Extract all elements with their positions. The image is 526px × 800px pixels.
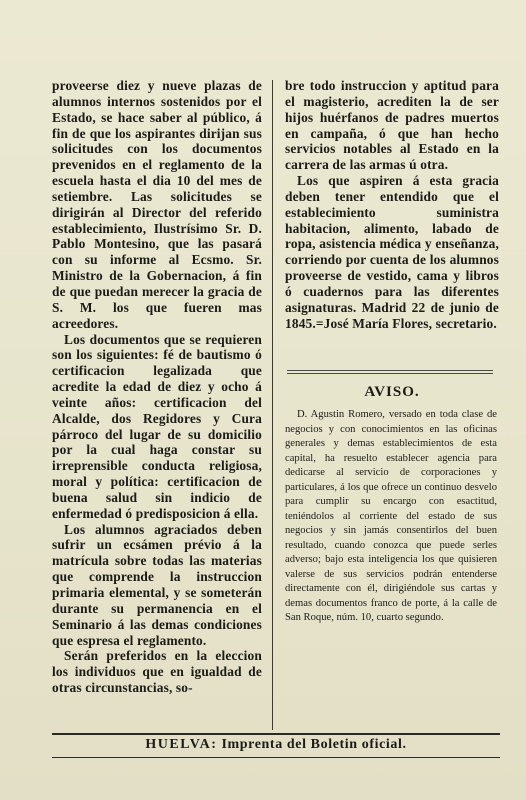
- aviso-title: AVISO.: [364, 384, 420, 400]
- aviso-body: D. Agustin Romero, versado en toda clase de negocios y con conocimientos en las oficinas generales y demas establecimientos de esta capital, ha resuelto establecer agencia para dedicarse al servicio de corporaciones y particulares, á los que ofrece un continuo desvelo para cumplir su encargo con esactitud, teniéndolos al corriente del estado de sus negocios y sin jamás consentirlos del buen resultado, cuando conozca que puede serles adverso; bajo esta inteligencia los que quisieren valerse de sus servicios podrán entenderse directamente con él, dirigiéndole sus cartas y demas documentos franco de porte, á la calle de San Roque, núm. 10, cuarto segundo.: [285, 409, 497, 623]
- imprint-line: [52, 737, 500, 753]
- right-column: [285, 78, 499, 332]
- imprint-place: HUELVA:: [145, 737, 218, 752]
- left-paragraph-2: Los documentos que se requieren son los siguientes: fé de bautismo ó certificacion legalizada que acredite la edad de diez y ocho á veinte años: certificacion del Alcalde, dos Regidores y Cura párroco del lugar de su domicilio por la cual haga constar su irreprensible conducta religiosa, moral y política: certificacion de buena salud sin indicio de enfermedad ó predisposicion á ella.: [52, 331, 262, 521]
- footer-top-rule: [52, 733, 500, 735]
- left-column: [52, 78, 262, 696]
- left-paragraph-4: Serán preferidos en la eleccion los individuos que en igualdad de otras circunstancias, so-: [52, 648, 262, 696]
- footer-bottom-rule: [52, 757, 500, 758]
- aviso-top-rule-2: [287, 373, 493, 374]
- imprint-printer: Imprenta del Boletin oficial.: [221, 737, 407, 752]
- right-paragraph-2: Los que aspiren á esta gracia deben tener entendido que el establecimiento suministra habitacion, alimento, labado de ropa, asistencia médica y enseñanza, corriendo por cuenta de los alumnos proveerse de vestido, cama y libros ó cuadernos para las diferentes asignaturas. Madrid 22 de junio de 1845.=José María Flores, secretario.: [285, 173, 499, 331]
- right-paragraph-1: bre todo instruccion y aptitud para el magisterio, acrediten la de ser hijos huérfanos de padres muertos en campaña, ó que han hecho servicios notables al Estado en la carrera de las armas ú otra.: [285, 78, 499, 173]
- left-paragraph-3: Los alumnos agraciados deben sufrir un ecsámen prévio á la matrícula sobre todas las materias que comprende la instruccion primaria elemental, y se someterán durante su permanencia en el Seminario á las demas condiciones que espresa el reglamento.: [52, 521, 262, 648]
- left-paragraph-1: proveerse diez y nueve plazas de alumnos internos sostenidos por el Estado, se hace saber al público, á fin de que los aspirantes dirijan sus solicitudes con los documentos prevenidos en el reglamento de la escuela hasta el dia 10 del mes de setiembre. Las solicitudes se dirigirán al Director del referido establecimiento, Ilustrísimo Sr. D. Pablo Montesino, que las pasará con su informe al Ecsmo. Sr. Ministro de la Gobernacion, á fin de que puedan merecer la gracia de S. M. los que fueren mas acreedores.: [52, 78, 262, 331]
- column-divider: [272, 80, 273, 730]
- aviso-top-rule: [287, 370, 493, 371]
